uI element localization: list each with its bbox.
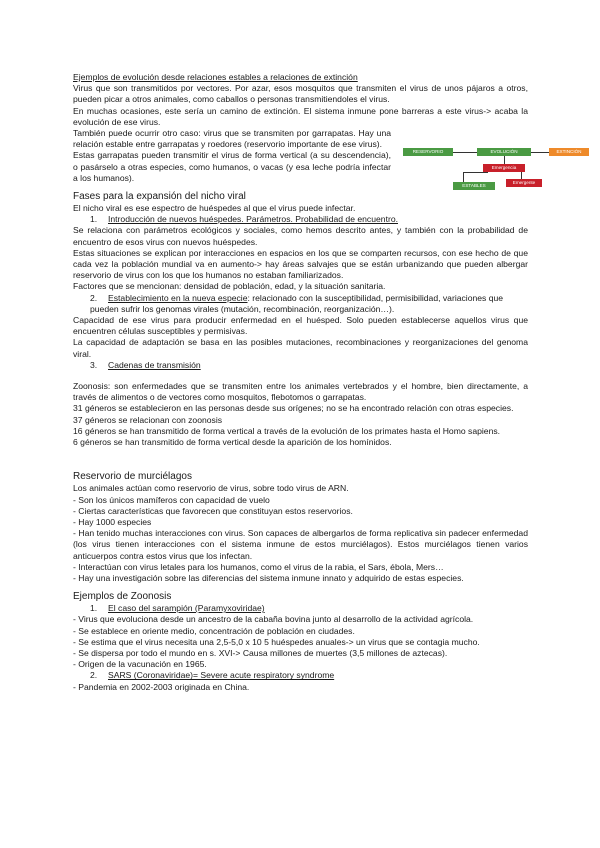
bullet: - Se estima que el virus necesita una 2,5-5,0 x 10 5 huéspedes anuales-> un virus que se contagia mucho. [73, 636, 480, 647]
item-title: El caso del sarampión (Paramyxoviridae) [108, 603, 265, 614]
item-title: Introducción de nuevos huéspedes. Parámetros. Probabilidad de encuentro. [108, 214, 398, 225]
numbered-item [73, 670, 528, 681]
diagram-connector [463, 172, 464, 182]
section-title-phases: Fases para la expansión del nicho viral [73, 191, 246, 203]
item-number: 2. [90, 670, 98, 681]
paragraph: Virus que son transmitidos por vectores. Por azar, esos mosquitos que transmiten el virus de unos pájaros a otros, pueden picar a otros animales, como caballos o personas transmitiendoles el virus. [73, 83, 528, 105]
paragraph: 31 géneros se establecieron en las personas desde sus orígenes; no se ha encontrado relación con otras especies. [73, 403, 514, 414]
numbered-item [73, 360, 528, 371]
section-title-evolution: Ejemplos de evolución desde relaciones estables a relaciones de extinción [73, 72, 358, 82]
bullet: - Se dispersa por todo el mundo en s. XVI-> Causa millones de muertes (3,5 millones de aztecas). [73, 647, 448, 658]
item-number: 1. [90, 603, 98, 614]
paragraph: Zoonosis: son enfermedades que se transmiten entre los animales vertebrados y el hombre, bien directamente, a través de alimentos o de vectores como mosquitos, flebotomos o garrapatas. [73, 381, 528, 403]
evolution-diagram [403, 147, 590, 195]
paragraph: El nicho viral es ese espectro de huéspedes al que el virus puede infectar. [73, 203, 356, 214]
bullet: - Hay una investigación sobre las diferencias del sistema inmune innato y adquirido de estas especies. [73, 572, 464, 583]
paragraph: También puede ocurrir otro caso: virus que se transmiten por garrapatas. Hay una relación estable entre garrapatas y roedores (reservorio importante de ese virus). [73, 128, 391, 150]
numbered-item [73, 603, 528, 614]
paragraph: Estas garrapatas pueden transmitir el virus de forma vertical (a su descendencia), o pasárselo a otras especies, como humanos, o vacas (y esa leche podría infectar a los humanos). [73, 150, 391, 183]
paragraph: 16 géneros se han transmitido de forma vertical a través de la evolución de los primates hasta el Homo sapiens. [73, 425, 501, 436]
item-text: : relacionado con la susceptibilidad, permisibilidad, variaciones que pueden sufrir los genomas virales (mutación, recombinación, reorganización…). [90, 292, 504, 314]
diagram-connector [531, 152, 549, 153]
bullet: - Son los únicos mamíferos con capacidad de vuelo [73, 494, 270, 505]
diagram-connector [463, 172, 488, 173]
diagram-connector [504, 156, 505, 164]
paragraph: Los animales actúan como reservorio de virus, sobre todo virus de ARN. [73, 483, 349, 494]
paragraph: 6 géneros se han transmitido de forma vertical desde la aparición de los homínidos. [73, 437, 392, 448]
diagram-connector [453, 152, 477, 153]
bullet: - Ciertas características que favorecen que constituyan estos reservorios. [73, 505, 353, 516]
diagram-box-emergent: Emergente [506, 179, 542, 187]
paragraph: En muchas ocasiones, este sería un camino de extinción. El sistema inmune pone barreras a este virus-> acaba la evolución de ese virus. [73, 105, 528, 127]
bullet: - Interactúan con virus letales para los humanos, como el virus de la rabia, el Sars, ébola, Mers… [73, 561, 444, 572]
bullet: - Han tenido muchas interacciones con virus. Son capaces de albergarlos de forma replicativa sin padecer enfermedad (los virus tienen interacciones con el sistema inmune de estos murciélagos). Estos murciélagos tienen varios anticuerpos contra estos virus que los infectan. [73, 528, 528, 561]
paragraph: Factores que se mencionan: densidad de población, edad, y la situación sanitaria. [73, 281, 386, 292]
bullet: - Se establece en oriente medio, concentración de población en ciudades. [73, 625, 355, 636]
numbered-item [73, 214, 528, 225]
paragraph: 37 géneros se relacionan con zoonosis [73, 414, 223, 425]
item-title: SARS (Coronaviridae)= Severe acute respiratory syndrome [108, 670, 335, 681]
item-number: 3. [90, 359, 98, 370]
section-title-bats: Reservorio de murciélagos [73, 471, 192, 483]
item-number: 1. [90, 214, 98, 225]
item-title: Establecimiento en la nueva especie [108, 292, 248, 303]
section-title-zoonosis: Ejemplos de Zoonosis [73, 591, 172, 603]
item-number: 2. [90, 292, 98, 303]
numbered-item [73, 293, 528, 315]
diagram-box-emergence: Emergencia [483, 164, 525, 172]
bullet: - Hay 1000 especies [73, 516, 152, 527]
paragraph: Estas situaciones se explican por interacciones en espacios en los que se comparten recursos, con ese hecho de que cada vez la población mundial va en aumento-> hay áreas salvajes que se están urbanizando que pueden albergar reservorio de virus con los que los humanos no estaban familiarizados. [73, 247, 528, 281]
paragraph: Se relaciona con parámetros ecológicos y sociales, como hemos descrito antes, y también con la probabilidad de encuentro de esos virus con nuevos huéspedes. [73, 225, 528, 247]
bullet: - Pandemia en 2002-2003 originada en China. [73, 681, 250, 692]
diagram-box-evolution: EVOLUCIÓN [477, 148, 531, 156]
paragraph: Capacidad de ese virus para producir enfermedad en el huésped. Solo pueden establecerse aquellos virus que encuentren células susceptibles y permisivas. [73, 315, 528, 337]
diagram-box-stable: ESTABLES [453, 182, 495, 190]
paragraph: La capacidad de adaptación se basa en las posibles mutaciones, recombinaciones y reorganizaciones del genoma viral. [73, 337, 528, 359]
bullet: - Origen de la vacunación en 1965. [73, 659, 207, 670]
bullet: - Virus que evoluciona desde un ancestro de la cabaña bovina junto al desarrollo de la actividad agrícola. [73, 614, 474, 625]
diagram-box-extinction: EXTINCIÓN [549, 148, 589, 156]
item-title: Cadenas de transmisión [108, 359, 201, 370]
diagram-box-reservoir: RESERVORIO [403, 148, 453, 156]
